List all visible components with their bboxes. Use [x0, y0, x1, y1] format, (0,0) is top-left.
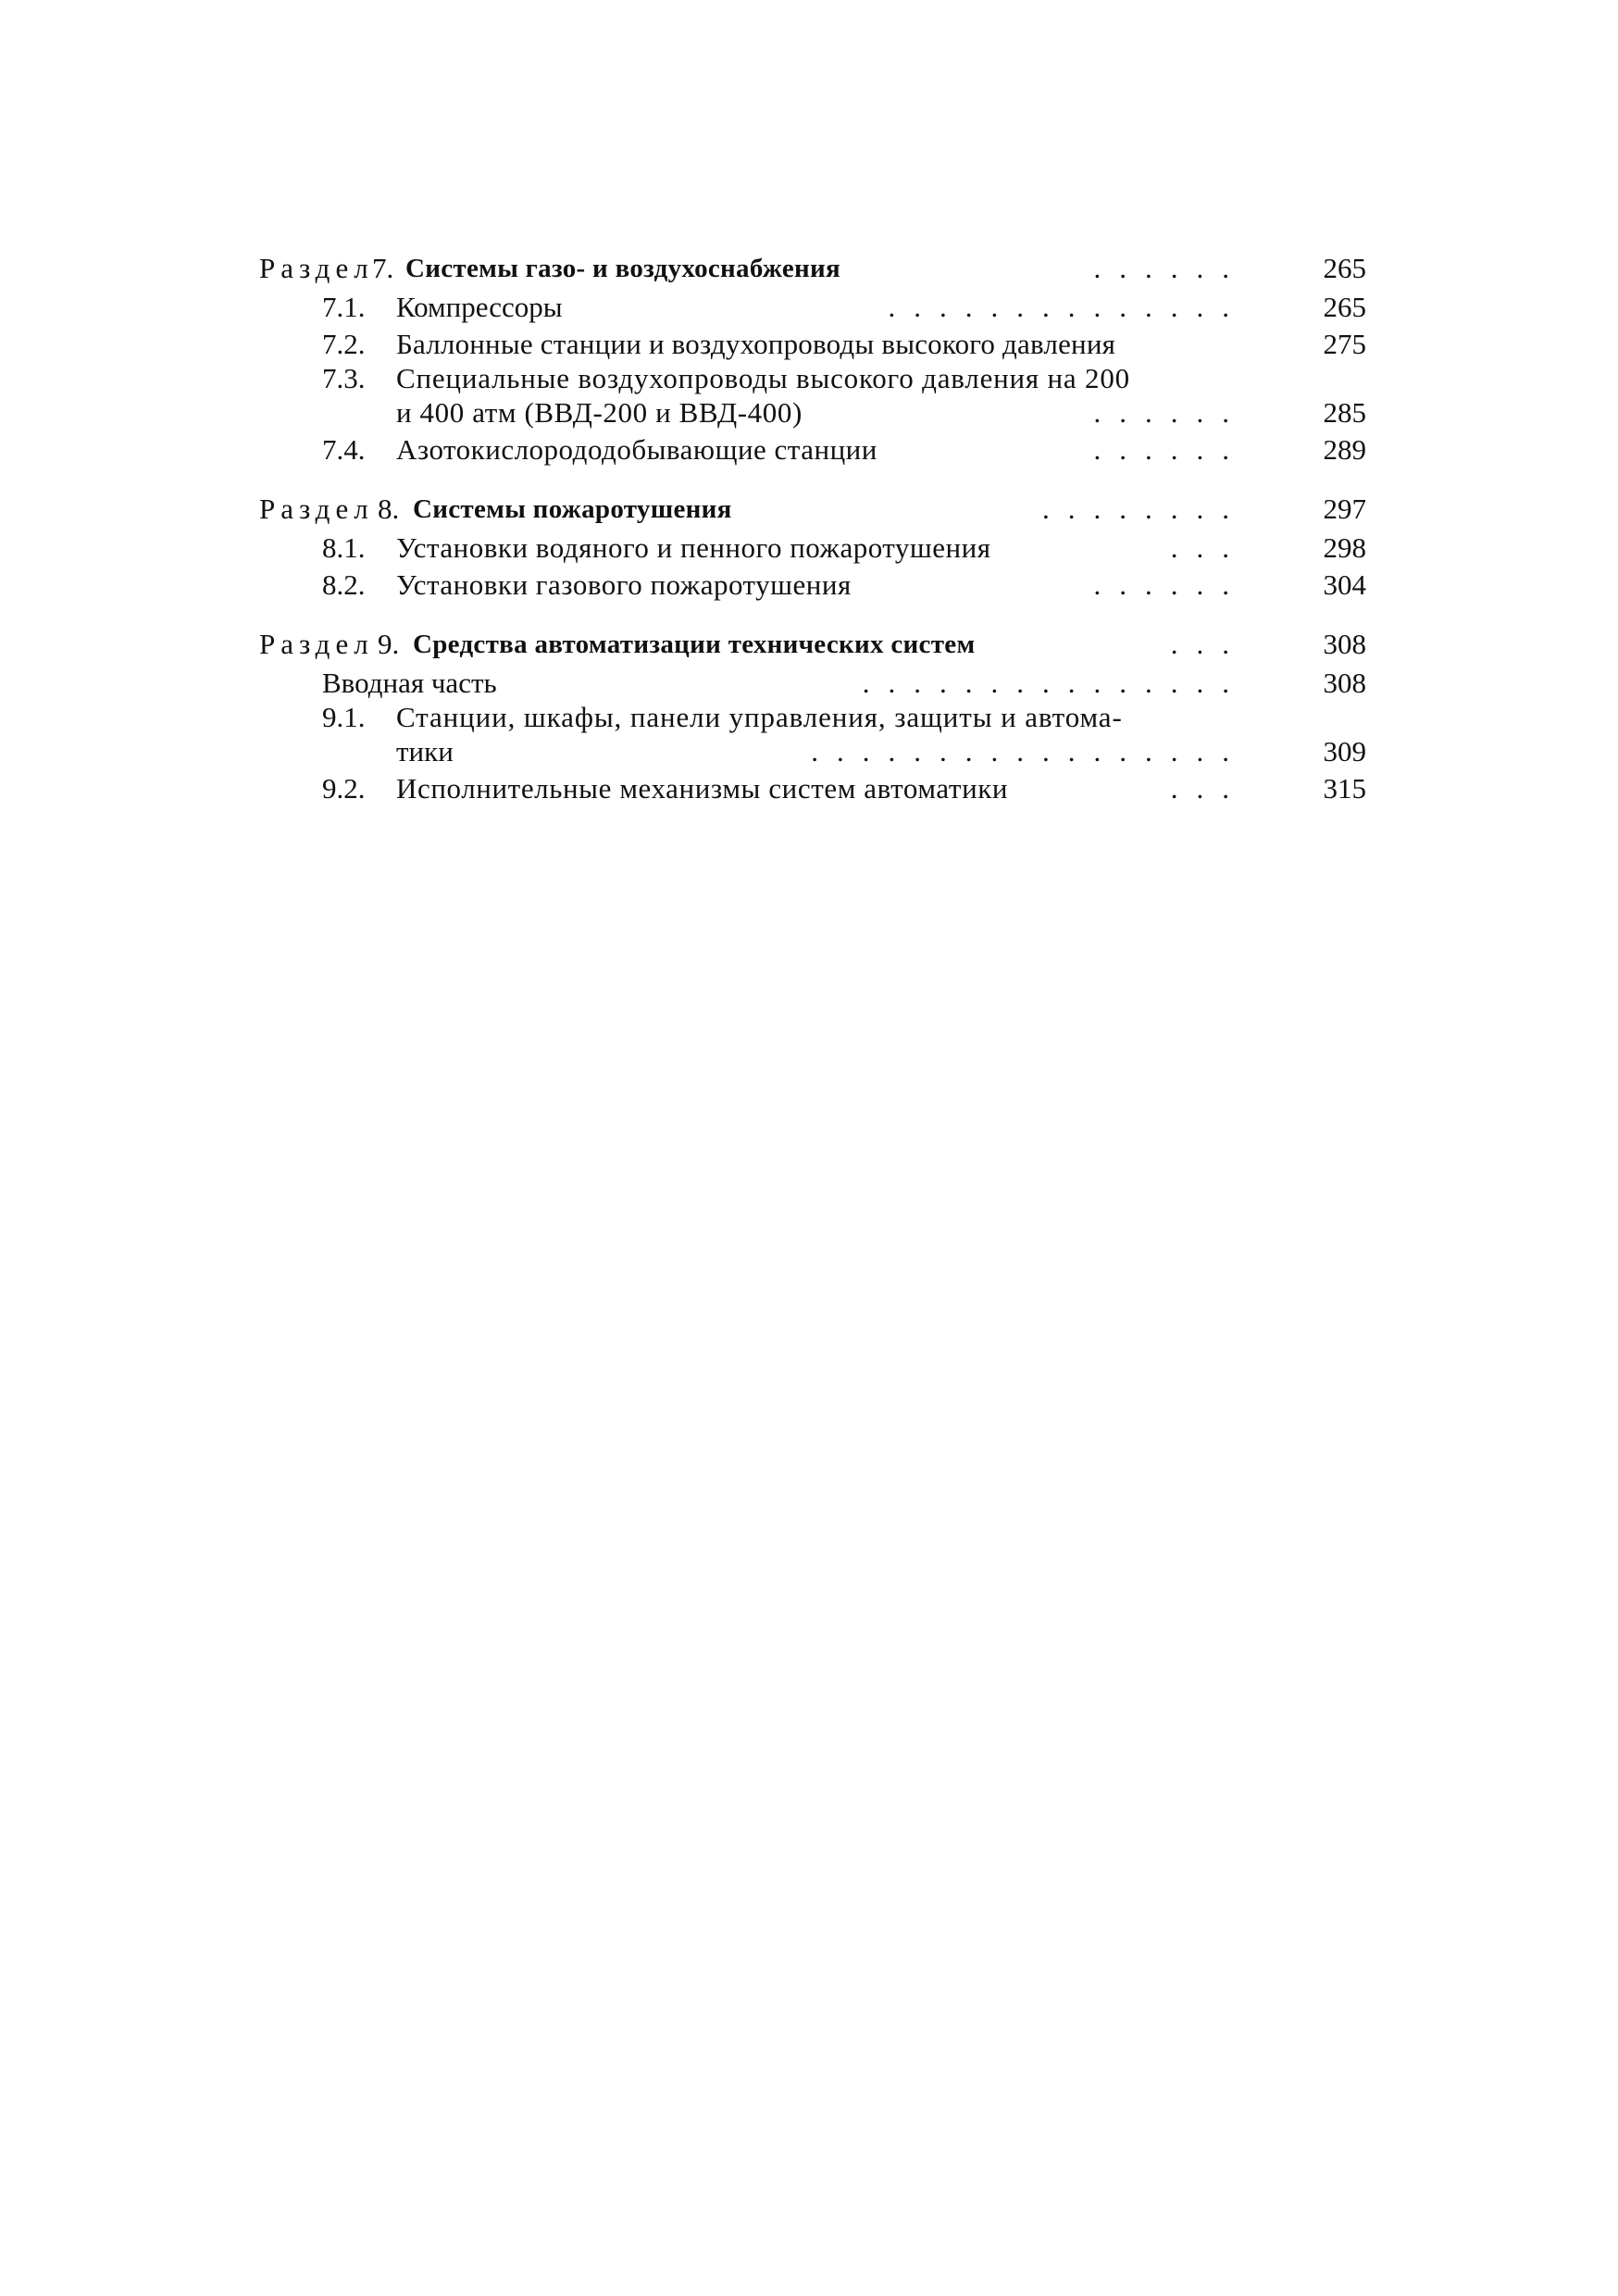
item-number: 7.4.	[322, 433, 366, 466]
page-number: 308	[1323, 628, 1366, 660]
dot-leader: ......	[1093, 433, 1248, 466]
section-number: 8.	[378, 493, 400, 525]
toc-item-7-2	[259, 326, 1370, 363]
toc-item-7-3-cont	[259, 394, 1370, 431]
item-text: Баллонные станции и воздухопроводы высокого давления	[396, 328, 1116, 360]
dot-leader: ...	[1170, 531, 1248, 564]
dot-leader: ...............	[862, 667, 1248, 699]
dot-leader: ......	[1093, 396, 1248, 429]
table-of-contents	[259, 248, 1370, 807]
toc-section-7	[259, 248, 1370, 289]
toc-item-7-1	[259, 289, 1370, 326]
toc-item-9-2	[259, 770, 1370, 807]
toc-section-8	[259, 489, 1370, 530]
item-number: 9.1.	[322, 701, 366, 733]
page-number: 309	[1323, 735, 1366, 767]
page-number: 285	[1323, 396, 1366, 429]
dot-leader: .................	[811, 735, 1248, 767]
item-number: 7.3.	[322, 362, 366, 394]
item-number: 7.2.	[322, 328, 366, 360]
section-title: Системы пожаротушения	[413, 494, 732, 524]
item-text: Компрессоры	[396, 291, 563, 323]
item-text: Установки водяного и пенного пожаротушения	[396, 531, 991, 564]
section-title: Средства автоматизации технических систем	[413, 630, 976, 659]
item-text: Специальные воздухопроводы высокого давления на 200	[396, 362, 1130, 394]
toc-section-9	[259, 624, 1370, 665]
item-text: Азотокислорододобывающие станции	[396, 433, 877, 466]
item-number: 8.2.	[322, 568, 366, 601]
page-number: 289	[1323, 433, 1366, 466]
section-prefix: Раздел	[259, 252, 374, 284]
item-number: 7.1.	[322, 291, 366, 323]
dot-leader: ........	[1042, 493, 1248, 525]
section-prefix: Раздел	[259, 493, 374, 525]
toc-item-7-4	[259, 431, 1370, 468]
section-number: 7.	[372, 252, 394, 284]
section-title: Системы газо- и воздухоснабжения	[405, 254, 841, 283]
item-number: 8.1.	[322, 531, 366, 564]
page-number: 308	[1323, 667, 1366, 699]
dot-leader: ...	[1170, 628, 1248, 660]
page-number: 315	[1323, 772, 1366, 805]
page-number: 304	[1323, 568, 1366, 601]
toc-item-8-1	[259, 530, 1370, 567]
dot-leader: ...	[1170, 772, 1248, 805]
toc-intro	[259, 665, 1370, 702]
item-number: 9.2.	[322, 772, 366, 805]
item-text: Вводная часть	[322, 667, 497, 699]
page-number: 275	[1323, 328, 1366, 360]
toc-item-9-1	[259, 702, 1370, 733]
item-text: Установки газового пожаротушения	[396, 568, 852, 601]
item-text-continued: и 400 атм (ВВД-200 и ВВД-400)	[396, 396, 803, 429]
page-number: 297	[1323, 493, 1366, 525]
toc-item-9-1-cont	[259, 733, 1370, 770]
page-number: 265	[1323, 291, 1366, 323]
dot-leader: ......	[1093, 568, 1248, 601]
item-text: Исполнительные механизмы систем автоматики	[396, 772, 1009, 805]
section-prefix: Раздел	[259, 628, 374, 660]
item-text: Станции, шкафы, панели управления, защиты и автома-	[396, 701, 1123, 733]
dot-leader: ......	[1093, 252, 1248, 284]
toc-item-8-2	[259, 567, 1370, 604]
item-text-continued: тики	[396, 735, 454, 767]
toc-item-7-3	[259, 363, 1370, 394]
page-number: 298	[1323, 531, 1366, 564]
page-number: 265	[1323, 252, 1366, 284]
section-number: 9.	[378, 628, 400, 660]
dot-leader: ..............	[888, 291, 1248, 323]
